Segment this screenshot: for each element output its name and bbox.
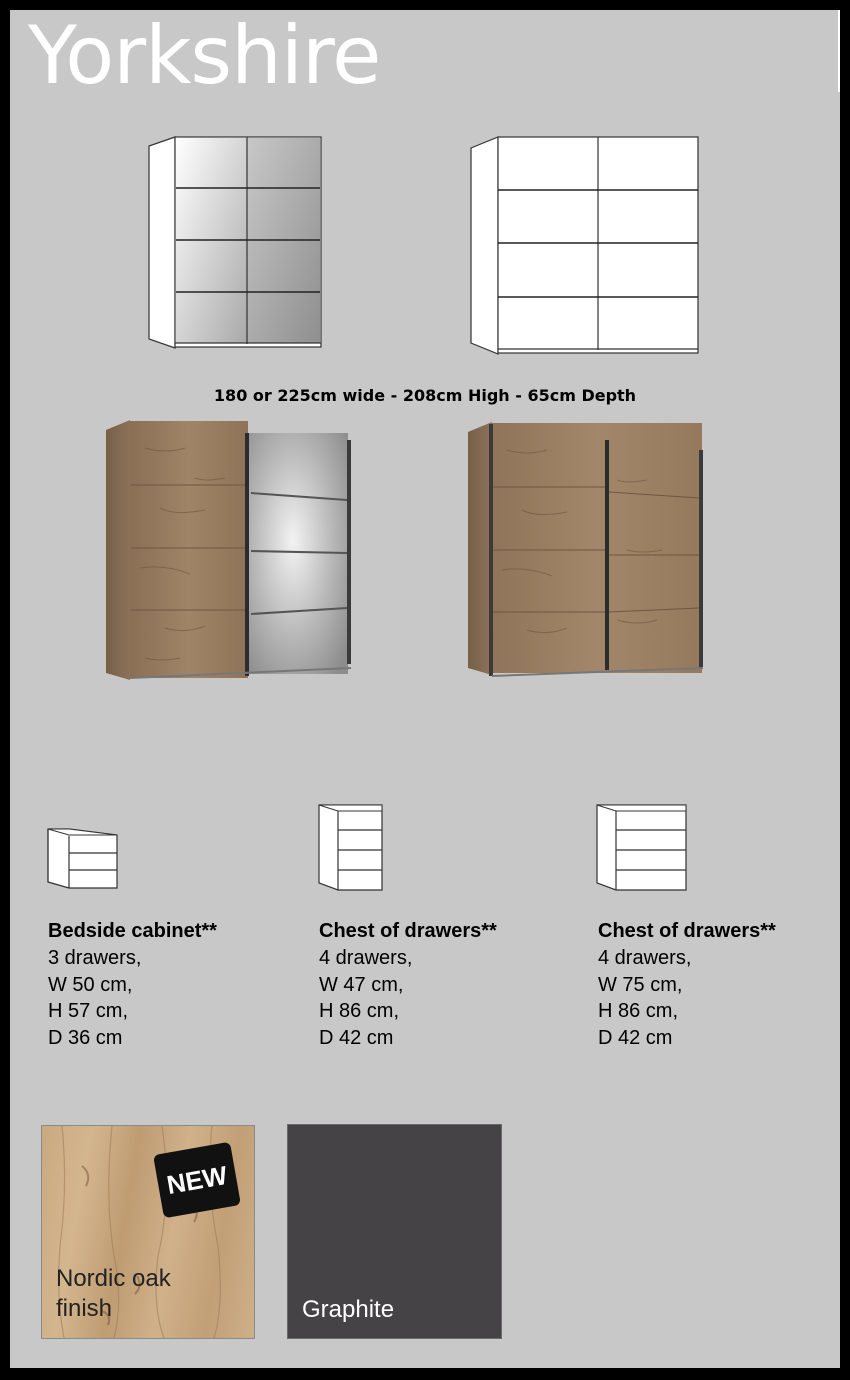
wardrobe-plain-line-drawing xyxy=(470,136,700,366)
wardrobe-mirror-line-drawing xyxy=(148,136,323,352)
product-spec: W 47 cm, xyxy=(319,973,404,996)
chest-of-drawers-75-drawing xyxy=(596,804,690,892)
product-chest-of-drawers-narrow xyxy=(319,920,559,1051)
wardrobe-dimensions: 180 or 225cm wide - 208cm High - 65cm Depth xyxy=(213,386,637,405)
corner-mark xyxy=(838,10,840,92)
product-spec: D 42 cm xyxy=(598,1026,673,1049)
product-spec: 4 drawers, xyxy=(598,947,692,969)
wardrobe-oak-mirror-photo xyxy=(105,418,355,683)
product-name: Chest of drawers** xyxy=(598,920,776,942)
product-spec: D 36 cm xyxy=(48,1026,123,1049)
product-spec: W 75 cm, xyxy=(598,973,683,996)
product-spec: W 50 cm, xyxy=(48,973,133,996)
swatch-label-graphite: Graphite xyxy=(302,1296,395,1323)
new-badge xyxy=(153,1142,241,1219)
product-spec: H 86 cm, xyxy=(598,1000,679,1022)
swatch-label-nordic-oak: Nordic oak finish xyxy=(56,1265,171,1322)
product-spec: D 42 cm xyxy=(319,1026,394,1049)
product-spec: 4 drawers, xyxy=(319,947,413,969)
swatch-graphite xyxy=(287,1124,502,1339)
product-spec: 3 drawers, xyxy=(48,947,142,969)
brochure-panel xyxy=(10,10,840,1368)
product-bedside-cabinet xyxy=(48,920,288,1051)
product-name: Chest of drawers** xyxy=(319,920,497,942)
chest-of-drawers-47-drawing xyxy=(318,804,386,892)
bedside-cabinet-drawing xyxy=(47,828,119,890)
new-badge-text: NEW xyxy=(164,1159,230,1200)
product-chest-of-drawers-wide xyxy=(598,920,838,1051)
product-spec: H 86 cm, xyxy=(319,1000,400,1022)
product-name: Bedside cabinet** xyxy=(48,920,217,942)
product-spec: H 57 cm, xyxy=(48,1000,129,1022)
page-title: Yorkshire xyxy=(28,9,381,102)
wardrobe-oak-photo xyxy=(467,420,707,680)
swatch-nordic-oak xyxy=(41,1125,255,1339)
